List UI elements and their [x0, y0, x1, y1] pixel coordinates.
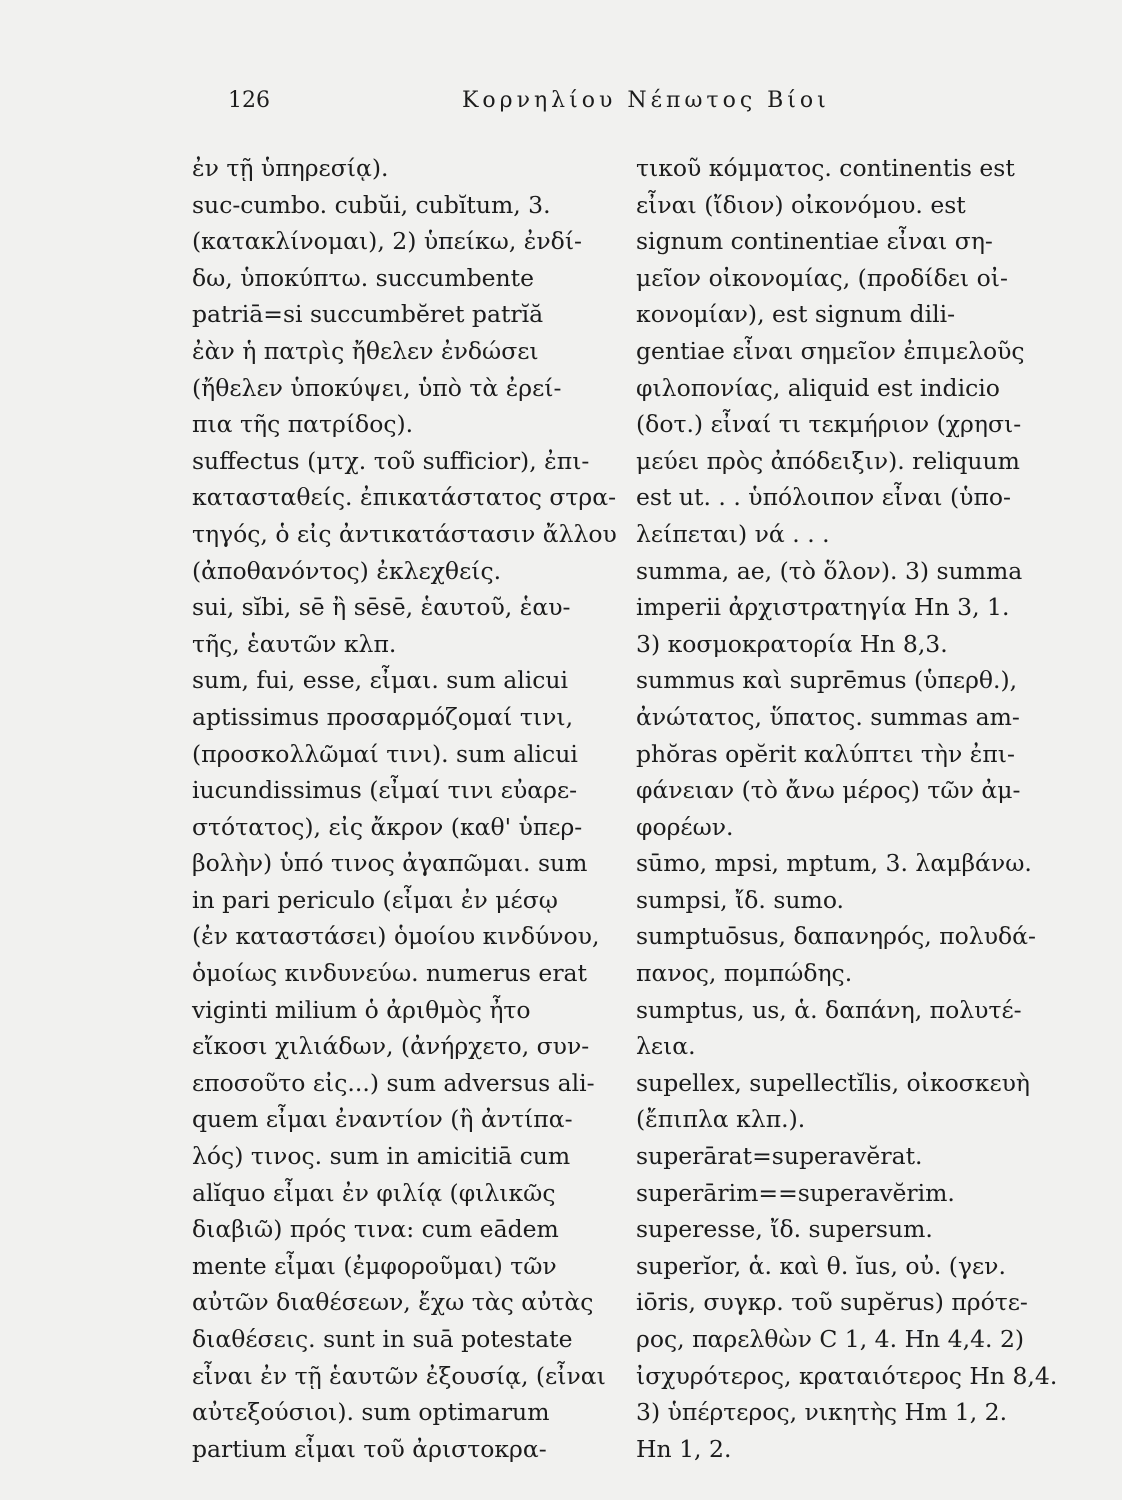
text-line: signum continentiae εἶναι ση- [636, 227, 993, 256]
text-line: in pari periculo (εἶμαι ἐν μέσῳ [192, 885, 558, 914]
text-line: εἶναι (ἴδιον) οἰκονόμου. est [636, 190, 966, 219]
text-line: supellex, supellectĭlis, οἰκοσκευὴ [636, 1068, 1030, 1097]
text-line: sumptuōsus, δαπανηρός, πολυδά- [636, 922, 1036, 951]
page-number: 126 [228, 88, 270, 113]
text-line: ἰσχυρότερος, κραταιότερος Hn 8,4. [636, 1361, 1058, 1390]
text-line: εἴκοσι χιλιάδων, (ἀνήρχετο, συν- [192, 1032, 590, 1061]
text-line: mente εἶμαι (ἐμφοροῦμαι) τῶν [192, 1251, 557, 1280]
right-column [636, 150, 1082, 1467]
text-line: μεῖον οἰκονομίας, (προδίδει οἰ- [636, 263, 1008, 292]
text-line: patriā=si succumbĕret patrĭă [192, 300, 544, 329]
text-line: gentiae εἶναι σημεῖον ἐπιμελοῦς [636, 336, 1025, 365]
text-line: εποσοῦτο εἰς...) sum adversus ali- [192, 1068, 595, 1097]
text-line: Hn 1, 2. [636, 1434, 732, 1463]
text-line: superārim==superavĕrim. [636, 1178, 955, 1207]
text-line: alĭquo εἶμαι ἐν φιλίᾳ (φιλικῶς [192, 1178, 556, 1207]
text-line: στότατος), εἰς ἄκρον (καθ' ὑπερ- [192, 812, 583, 841]
text-line: ἐὰν ἡ πατρὶς ἤθελεν ἐνδώσει [192, 336, 539, 365]
text-line: (ἐν καταστάσει) ὁμοίου κινδύνου, [192, 922, 600, 951]
text-line: (ἀποθανόντος) ἐκλεχθείς. [192, 556, 502, 585]
text-line: (κατακλίνομαι), 2) ὑπείκω, ἐνδί- [192, 227, 582, 256]
text-line: (ἤθελεν ὑποκύψει, ὑπὸ τὰ ἐρεί- [192, 373, 562, 402]
text-line: πανος, πομπώδης. [636, 959, 853, 988]
text-line: phŏras opĕrit καλύπτει τὴν ἐπι- [636, 739, 1015, 768]
text-line: αὐτεξούσιοι). sum optimarum [192, 1398, 550, 1427]
text-line: ρος, παρελθὼν C 1, 4. Hn 4,4. 2) [636, 1325, 1025, 1353]
text-line: διαθέσεις. sunt in suā potestate [192, 1325, 573, 1353]
text-line: quem εἶμαι ἐναντίον (ἢ ἀντίπα- [192, 1105, 573, 1134]
text-line: ἐν τῇ ὑπηρεσίᾳ). [192, 154, 389, 182]
text-line: sui, sĭbi, sē ἢ sēsē, ἑαυτοῦ, ἑαυ- [192, 593, 571, 622]
text-line: sūmo, mpsi, mptum, 3. λαμβάνω. [636, 849, 1032, 878]
text-line: εἶναι ἐν τῇ ἑαυτῶν ἐξουσίᾳ, (εἶναι [192, 1361, 606, 1390]
text-line: superĭor, ἁ. καὶ θ. ĭus, οὐ. (γεν. [636, 1251, 1006, 1280]
text-line: (προσκολλῶμαί τινι). sum alicui [192, 739, 578, 768]
text-line: superārat=superavĕrat. [636, 1142, 923, 1171]
text-line: iōris, συγκρ. τοῦ supĕrus) πρότε- [636, 1288, 1028, 1317]
text-line: partium εἶμαι τοῦ ἀριστοκρα- [192, 1434, 547, 1463]
text-line: αὐτῶν διαθέσεων, ἔχω τὰς αὐτὰς [192, 1288, 594, 1317]
running-title: Κορνηλίου Νέπωτος Βίοι [462, 88, 830, 113]
text-line: τικοῦ κόμματος. continentis est [636, 154, 1015, 182]
text-line: imperii ἀρχιστρατηγία Hn 3, 1. [636, 593, 1010, 622]
text-line: φάνειαν (τὸ ἄνω μέρος) τῶν ἀμ- [636, 776, 1021, 805]
text-line: πια τῆς πατρίδος). [192, 410, 414, 439]
text-line: μεύει πρὸς ἀπόδειξιν). reliquum [636, 446, 1020, 475]
text-line: suc-cumbo. cubŭi, cubĭtum, 3. [192, 190, 551, 219]
text-line: βολὴν) ὑπό τινος ἀγαπῶμαι. sum [192, 849, 588, 878]
text-line: κατασταθείς. ἐπικατάστατος στρα- [192, 483, 617, 512]
text-line: (ἔπιπλα κλπ.). [636, 1105, 806, 1134]
text-line: sumpsi, ἴδ. sumo. [636, 885, 845, 914]
text-line: τῆς, ἑαυτῶν κλπ. [192, 629, 397, 658]
text-line: 3) κοσμοκρατορία Hn 8,3. [636, 629, 948, 658]
text-line: φορέων. [636, 812, 734, 841]
text-line: summa, ae, (τὸ ὅλον). 3) summa [636, 556, 1023, 585]
text-line: aptissimus προσαρμόζομαί τινι, [192, 702, 574, 731]
text-line: ὁμοίως κινδυνεύω. numerus erat [192, 959, 588, 988]
text-line: τηγός, ὁ εἰς ἀντικατάστασιν ἄλλου [192, 519, 617, 548]
text-line: 3) ὑπέρτερος, νικητὴς Hm 1, 2. [636, 1398, 1008, 1427]
text-line: λείπεται) νά . . . [636, 519, 830, 548]
text-line: φιλοπονίας, aliquid est indicio [636, 373, 1000, 402]
text-line: λός) τινος. sum in amicitiā cum [192, 1142, 571, 1171]
text-line: superesse, ἴδ. supersum. [636, 1215, 933, 1244]
text-line: sum, fui, esse, εἶμαι. sum alicui [192, 666, 569, 695]
text-line: suffectus (μτχ. τοῦ sufficior), ἐπι- [192, 446, 590, 475]
text-line: est ut. . . ὑπόλοιπον εἶναι (ὑπο- [636, 483, 1011, 512]
text-line: ἀνώτατος, ὕπατος. summas am- [636, 702, 1020, 731]
text-line: διαβιῶ) πρός τινα: cum eādem [192, 1215, 559, 1244]
text-line: sumptus, us, ἁ. δαπάνη, πολυτέ- [636, 995, 1022, 1024]
text-line: λεια. [636, 1032, 696, 1061]
text-line: κονομίαν), est signum dili- [636, 300, 956, 329]
text-line: summus καὶ suprēmus (ὑπερθ.), [636, 666, 1018, 695]
left-column [192, 150, 617, 1467]
text-line: viginti milium ὁ ἀριθμὸς ἦτο [192, 995, 531, 1024]
text-line: iucundissimus (εἶμαί τινι εὐαρε- [192, 776, 578, 805]
text-line: δω, ὑποκύπτω. succumbente [192, 263, 535, 292]
text-line: (δοτ.) εἶναί τι τεκμήριον (χρησι- [636, 410, 1022, 439]
